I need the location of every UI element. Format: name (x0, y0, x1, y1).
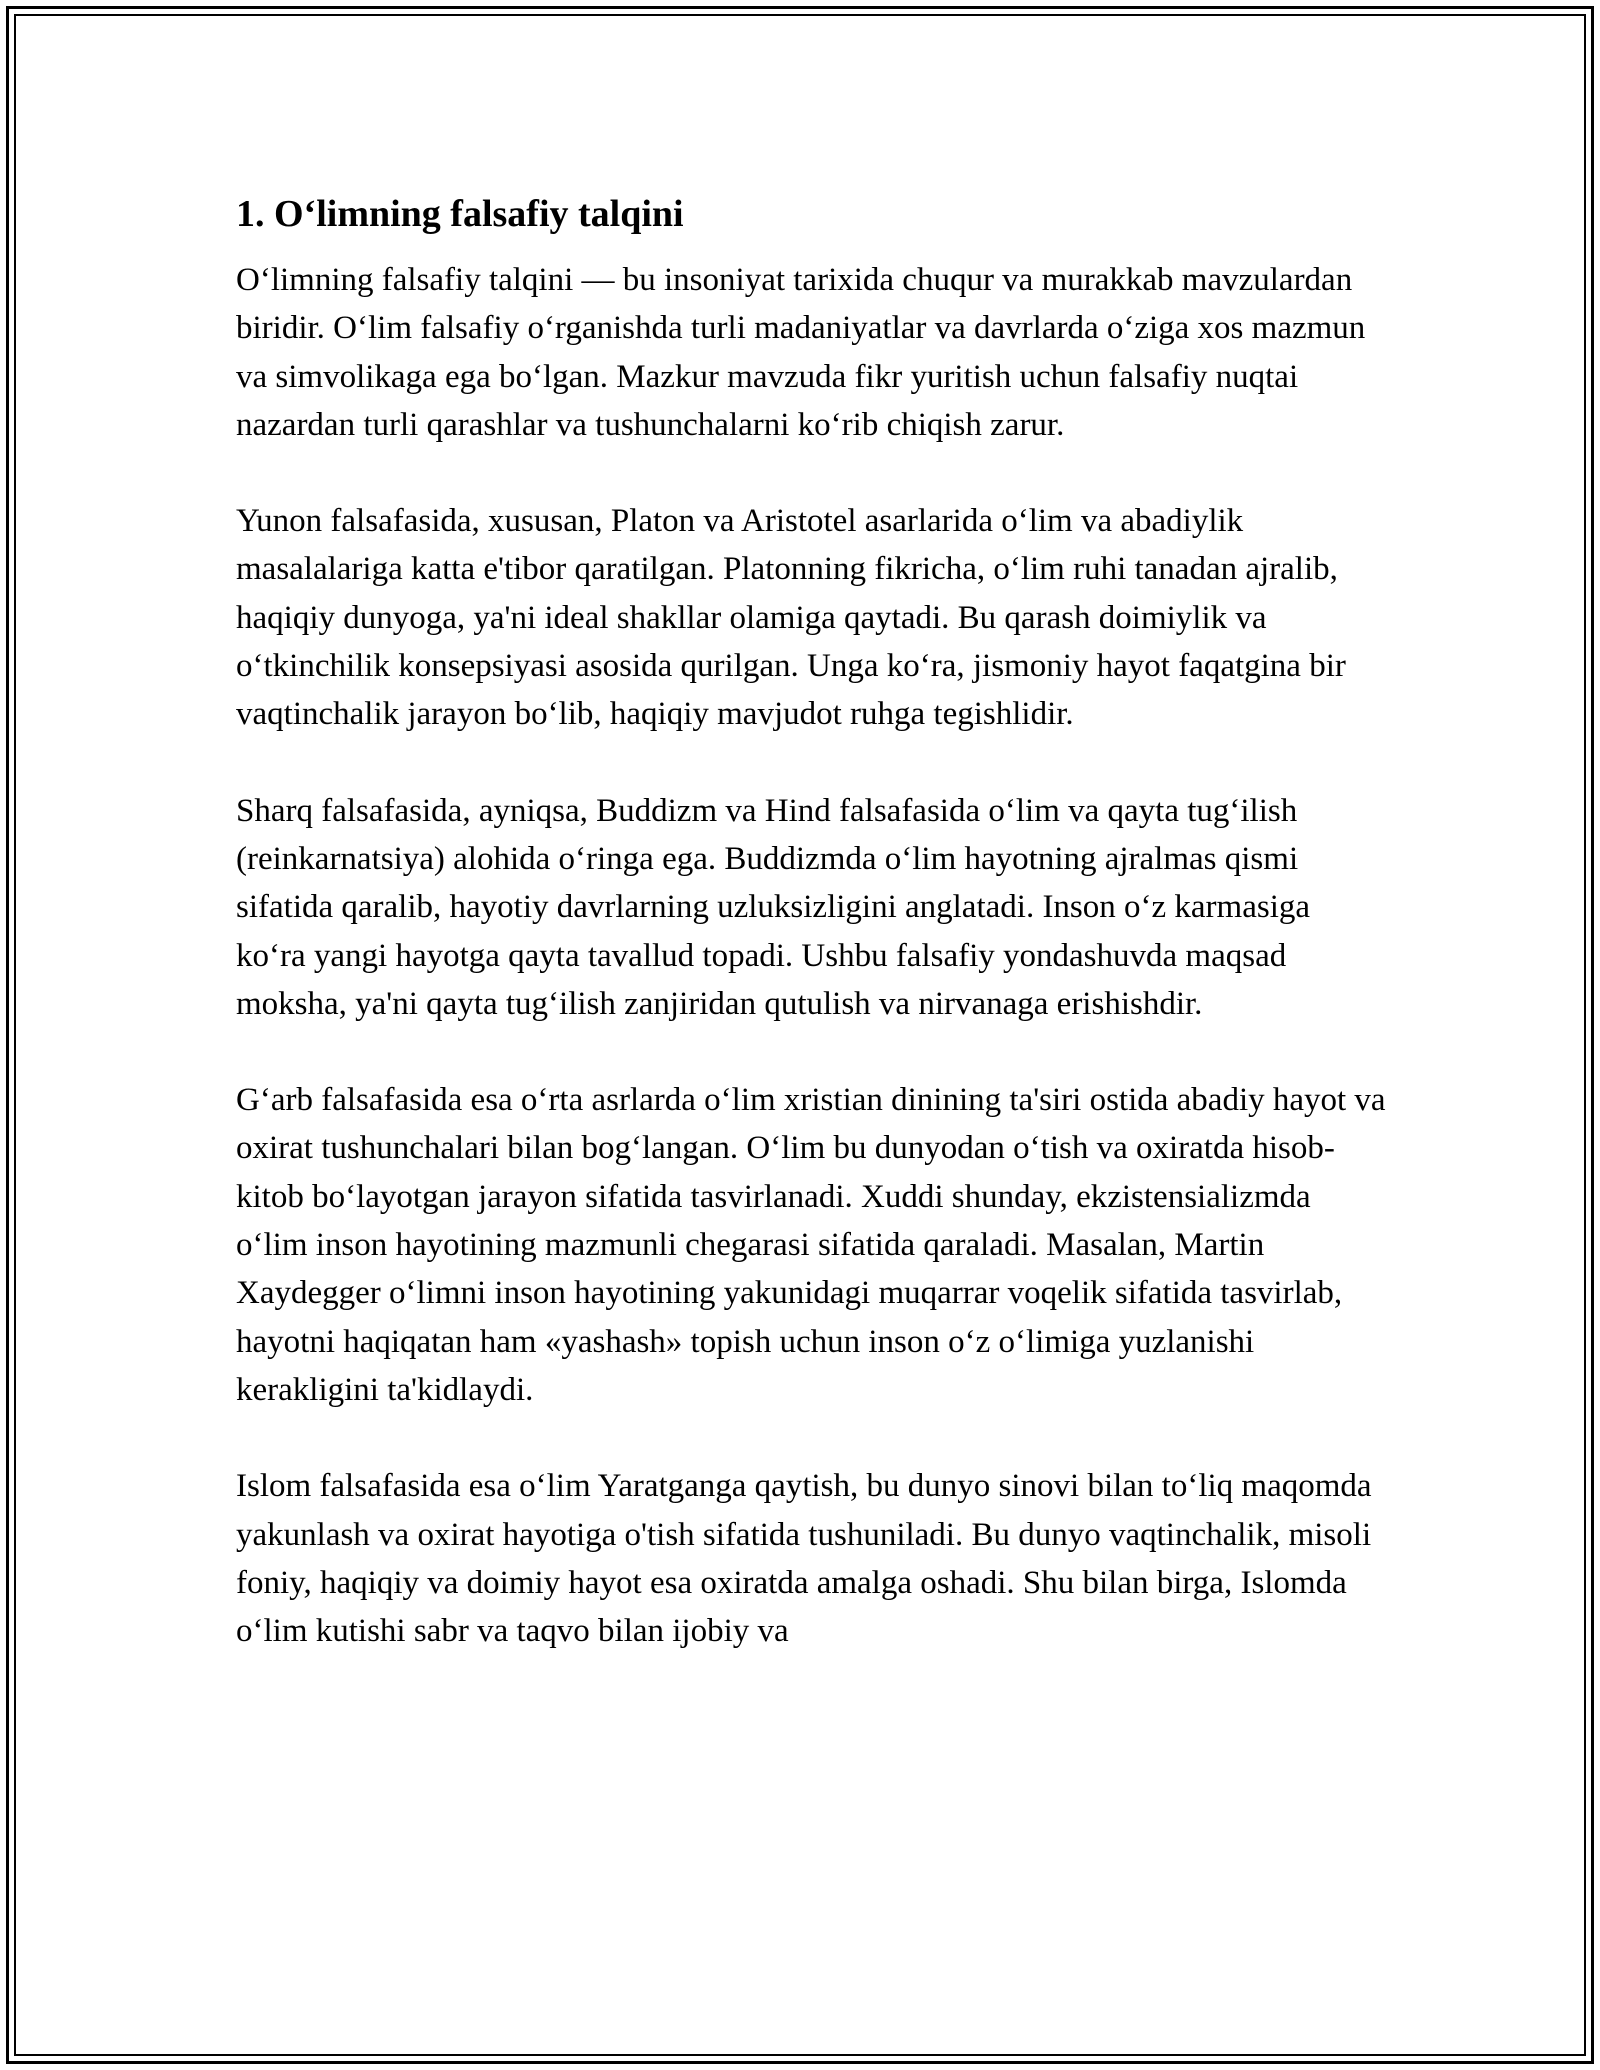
paragraph-islamic-philosophy: Islom falsafasida esa o‘lim Yaratganga qaytish, bu dunyo sinovi bilan to‘liq maqomda yakunlash va oxirat hayotiga o'tish sifatida tushuniladi. Bu dunyo vaqtinchalik, misoli foniy, haqiqiy va doimiy hayot esa oxiratda amalga oshadi. Shu bilan birga, Islomda o‘lim kutishi sabr va taqvo bilan ijobiy va (236, 1468, 1372, 1650)
paragraph-intro: O‘limning falsafiy talqini — bu insoniyat tarixida chuqur va murakkab mavzulardan biridir. O‘lim falsafiy o‘rganishda turli madaniyatlar va davrlarda o‘ziga xos mazmun va simvolikaga ega bo‘lgan. Mazkur mavzuda fikr yuritish uchun falsafiy nuqtai nazardan turli qarashlar va tushunchalarni ko‘rib chiqish zarur. (236, 262, 1366, 443)
paragraph-western-philosophy: G‘arb falsafasida esa o‘rta asrlarda o‘lim xristian dinining ta'siri ostida abadiy hayot va oxirat tushunchalari bilan bog‘langan. O‘lim bu dunyodan o‘tish va oxiratda hisob-kitob bo‘layotgan jarayon sifatida tasvirlanadi. Xuddi shunday, ekzistensializmda o‘lim inson hayotining mazmunli chegarasi sifatida qaraladi. Masalan, Martin Xaydegger o‘limni inson hayotining yakunidagi muqarrar voqelik sifatida tasvirlab, hayotni haqiqatan ham «yashash» topish uchun inson o‘z o‘limiga yuzlanishi kerakligini ta'kidlaydi. (236, 1082, 1386, 1408)
paragraph-greek-philosophy: Yunon falsafasida, xususan, Platon va Aristotel asarlarida o‘lim va abadiylik masalalariga katta e'tibor qaratilgan. Platonning fikricha, o‘lim ruhi tanadan ajralib, haqiqiy dunyoga, ya'ni ideal shakllar olamiga qaytadi. Bu qarash doimiylik va o‘tkinchilik konsepsiyasi asosida qurilgan. Unga ko‘ra, jismoniy hayot faqatgina bir vaqtinchalik jarayon bo‘lib, haqiqiy mavjudot ruhga tegishlidir. (236, 503, 1346, 733)
paragraph-eastern-philosophy: Sharq falsafasida, ayniqsa, Buddizm va Hind falsafasida o‘lim va qayta tug‘ilish (reinkarnatsiya) alohida o‘ringa ega. Buddizmda o‘lim hayotning ajralmas qismi sifatida qaralib, hayotiy davrlarning uzluksizligini anglatadi. Inson o‘z karmasiga ko‘ra yangi hayotga qayta tavallud topadi. Ushbu falsafiy yondashuvda maqsad moksha, ya'ni qayta tug‘ilish zanjiridan qutulish va nirvanaga erishishdir. (236, 792, 1311, 1022)
section-heading: 1. O‘limning falsafiy talqini (236, 193, 684, 235)
document-body (236, 188, 1386, 1703)
